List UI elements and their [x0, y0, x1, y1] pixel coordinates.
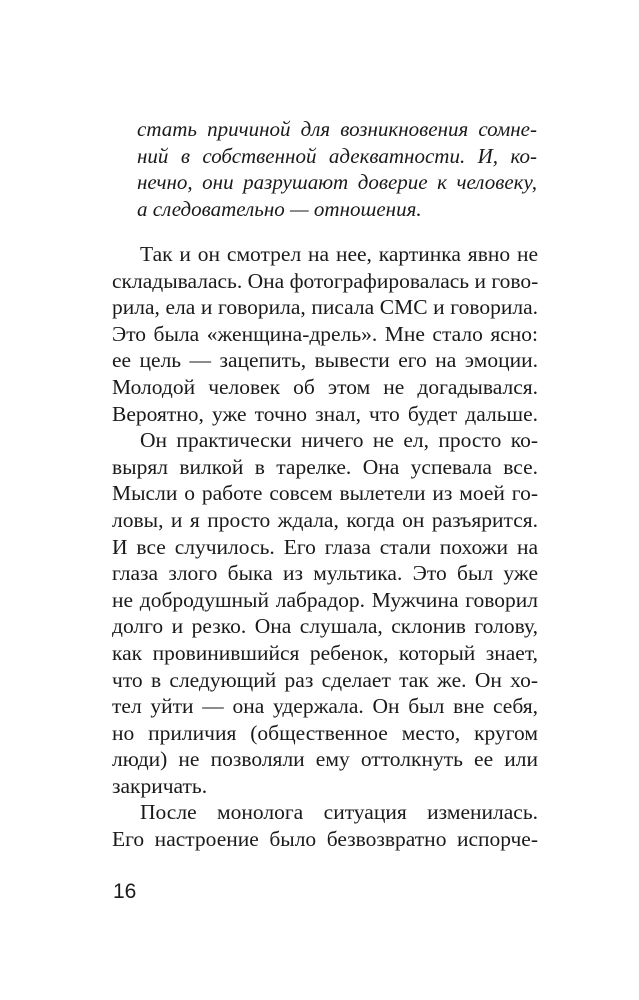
paragraph-line: но приличия (общественное место, кругом [112, 720, 538, 745]
page-number: 16 [113, 880, 137, 903]
paragraph-line: складывалась. Она фотографировалась и гово- [112, 268, 539, 293]
paragraph-line: долго и резко. Она слушала, склонив голову, [112, 614, 538, 639]
paragraph-line: не добродушный лабрадор. Мужчина говорил [112, 587, 538, 612]
paragraph-line: ловы, и я просто ждала, когда он разъярится. [112, 507, 538, 532]
quote-line: ний в собственной адекватности. И, ко- [137, 143, 537, 168]
paragraph-line: как провинившийся ребенок, который знает, [112, 640, 538, 665]
paragraph-line: глаза злого быка из мультика. Это был уже [112, 561, 538, 586]
paragraph-line: Так и он смотрел на нее, картинка явно не [140, 242, 538, 266]
paragraph-line: ее цель — зацепить, вывести его на эмоции. [112, 348, 538, 373]
quote-line: стать причиной для возникновения сомне- [137, 117, 537, 141]
paragraph-line: Это была «женщина-дрель». Мне стало ясно: [112, 321, 538, 346]
quote-line: нечно, они разрушают доверие к человеку, [137, 170, 537, 194]
paragraph-line: Молодой человек об этом не догадывался. [112, 374, 538, 399]
paragraph-line: После монолога ситуация изменилась. [140, 800, 538, 825]
italic-quote [137, 116, 537, 222]
paragraph-line: вырял вилкой в тарелке. Она успевала все. [112, 454, 538, 479]
paragraph-line: Мысли о работе совсем вылетели из моей го- [112, 481, 538, 506]
paragraph-line: И все случилось. Его глаза стали похожи на [112, 534, 538, 559]
paragraph-line: рила, ела и говорила, писала СМС и говорила. [112, 295, 538, 320]
paragraph-line: что в следующий раз сделает так же. Он хо- [112, 667, 538, 692]
paragraph-line: закричать. [112, 773, 208, 798]
paragraph-line: люди) не позволяли ему оттолкнуть ее или [112, 747, 538, 772]
paragraph-line: Он практически ничего не ел, просто ко- [140, 428, 538, 453]
paragraph-line: Его настроение было безвозвратно испорче- [112, 827, 538, 852]
quote-line: а следовательно — отношения. [137, 196, 422, 221]
paragraph-line: Вероятно, уже точно знал, что будет дальше. [112, 401, 538, 426]
paragraph-line: тел уйти — она удержала. Он был вне себя, [112, 694, 538, 719]
body-text [112, 241, 538, 853]
